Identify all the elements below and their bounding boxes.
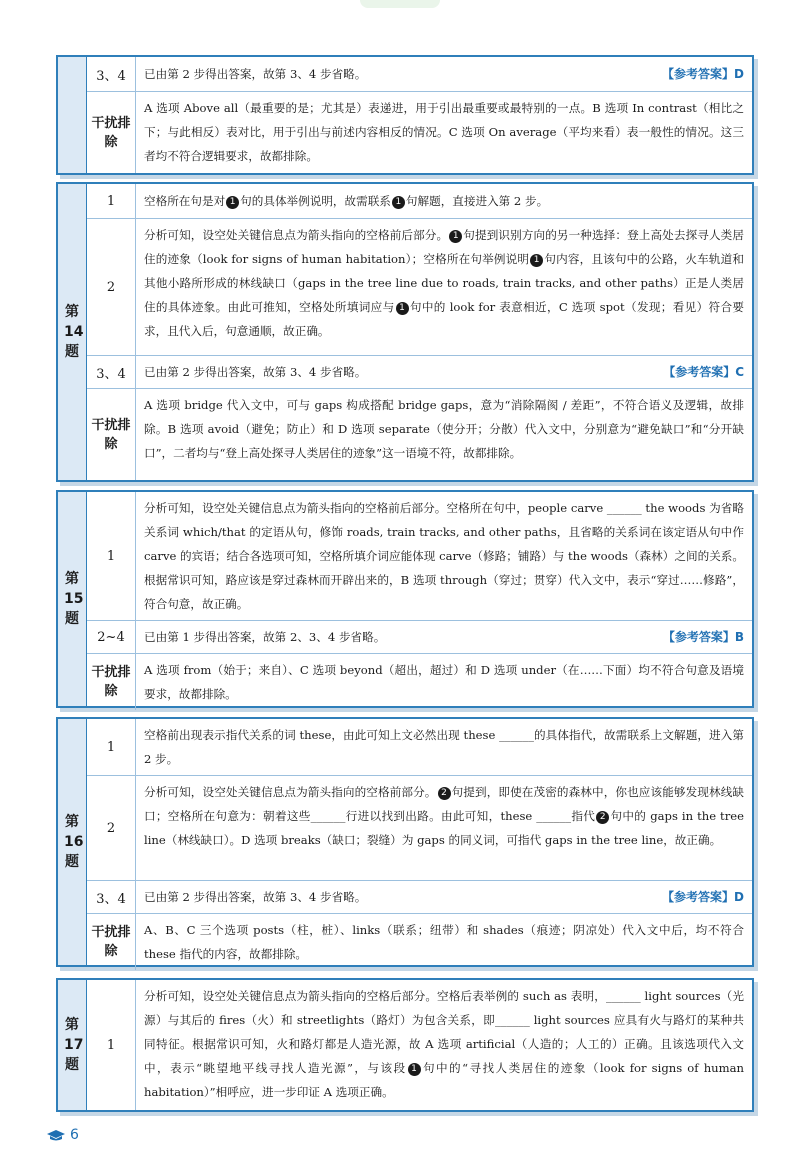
step-number: 1: [87, 492, 136, 620]
step-row: [87, 719, 752, 775]
question-13-block: [56, 55, 754, 175]
step-number: 3、4: [87, 57, 136, 91]
step-text: 已由第 2 步得出答案，故第 3、4 步省略。: [144, 890, 367, 904]
step-row: [87, 57, 752, 91]
step-text: 已由第 2 步得出答案，故第 3、4 步省略。: [144, 365, 367, 379]
step-number: 3、4: [87, 356, 136, 388]
question-17-block: [56, 978, 754, 1112]
answer-label: 【参考答案】B: [662, 630, 744, 644]
step-row: [87, 775, 752, 880]
step-text: 已由第 2 步得出答案，故第 3、4 步省略。: [144, 67, 367, 81]
question-label-column: [58, 980, 87, 1110]
step-text: 空格前出现表示指代关系的词 these，由此可知上文必然出现 these ______的具体指代，故需联系上文解题，进入第 2 步。: [144, 728, 744, 766]
step-row: [87, 218, 752, 355]
step-row: [87, 355, 752, 388]
sentence-marker: 2: [438, 787, 451, 800]
question-label: 第15题: [64, 571, 84, 627]
question-16-block: [56, 717, 754, 967]
question-label-column: [58, 492, 87, 706]
sentence-marker: 1: [449, 230, 462, 243]
book-icon: [46, 1128, 66, 1142]
sentence-marker: 1: [530, 254, 543, 267]
step-text: 分析可知，设空处关键信息点为箭头指向的空格前后部分。 1 句提到识别方向的另一种选择：登上高处去探寻人类居住的迹象（look for signs of human habitation）；空格所在句举例说明 1 句内容，且该句中的公路，火车轨道和其他小路所形成的林线缺口（gaps in the tree line due to roads, train tracks, and other paths）正是人类居住的具体迹象。由此可推知，空格处所填词应与 1 句中的 look for 表意相近，C 选项 spot（发现；看见）符合要求，且代入后，句意通顺，故正确。: [144, 228, 744, 338]
step-number: 3、4: [87, 881, 136, 913]
step-label: 干扰排除: [87, 389, 136, 480]
step-number: 1: [87, 719, 136, 775]
step-text: 已由第 1 步得出答案，故第 2、3、4 步省略。: [144, 630, 386, 644]
step-row: [87, 880, 752, 913]
question-label-column: [58, 57, 87, 173]
page-number: 6: [70, 1127, 79, 1143]
step-number: 1: [87, 184, 136, 218]
page-footer: [46, 1127, 79, 1143]
sentence-marker: 1: [226, 196, 239, 209]
step-text: A 选项 Above all（最重要的是；尤其是）表递进，用于引出最重要或最特别的一点。B 选项 In contrast（相比之下；与此相反）表对比，用于引出与前述内容相反的情况。C 选项 On average（平均来看）表一般性的情况。这三者均不符合逻辑要求，故都排除。: [144, 101, 744, 163]
distractor-row: [87, 653, 752, 710]
distractor-row: [87, 91, 752, 173]
distractor-row: [87, 388, 752, 480]
question-14-block: [56, 182, 754, 482]
step-text: A 选项 bridge 代入文中，可与 gaps 构成搭配 bridge gaps，意为“消除隔阂 / 差距”，不符合语义及逻辑，故排除。B 选项 avoid（避免；防止）和 D 选项 separate（使分开；分散）代入文中，分别意为“避免缺口”和“分开缺口”，二者均与“登上高处探寻人类居住的迹象”这一语境不符，故都排除。: [144, 398, 744, 460]
step-text: A、B、C 三个选项 posts（柱，桩）、links（联系；纽带）和 shades（痕迹；阴凉处）代入文中后，均不符合 these 指代的内容，故都排除。: [144, 923, 744, 961]
sentence-marker: 1: [392, 196, 405, 209]
step-label: 干扰排除: [87, 914, 136, 970]
step-text: 分析可知，设空处关键信息点为箭头指向的空格前部分。 2 句提到，即使在茂密的森林中，你也应该能够发现林线缺口；空格所在句意为：朝着这些______行进以找到出路。由此可知，these ______指代 2 句中的 gaps in the tree line（林线缺口）。D 选项 breaks（缺口；裂缝）为 gaps 的同义词，可指代 gaps in the tree line，故正确。: [144, 785, 744, 847]
top-decoration: [360, 0, 440, 8]
question-label: 第16题: [64, 814, 84, 870]
answer-label: 【参考答案】D: [662, 67, 744, 81]
sentence-marker: 2: [596, 811, 609, 824]
answer-label: 【参考答案】C: [663, 365, 744, 379]
step-row: [87, 620, 752, 653]
sentence-marker: 1: [408, 1063, 421, 1076]
step-number: 2: [87, 219, 136, 355]
step-label: 干扰排除: [87, 654, 136, 710]
step-text: 分析可知，设空处关键信息点为箭头指向的空格后部分。空格后表举例的 such as 表明，______ light sources（光源）与其后的 fires（火）和 streetlights（路灯）为包含关系，即______ light sources 应具有火与路灯的某种共同特征。根据常识可知，火和路灯都是人造光源，故 A 选项 artificial（人造的；人工的）正确。且该选项代入文中，表示“眺望地平线寻找人造光源”，与该段 1 句中的“寻找人类居住的迹象（look for signs of human habitation）”相呼应，进一步印证 A 选项正确。: [144, 989, 744, 1099]
question-label: 第14题: [64, 304, 84, 360]
step-number: 2~4: [87, 621, 136, 653]
step-text: A 选项 from（始于；来自）、C 选项 beyond（超出，超过）和 D 选项 under（在……下面）均不符合句意及语境要求，故都排除。: [144, 663, 744, 701]
question-label: 第17题: [64, 1017, 84, 1073]
step-row: [87, 492, 752, 620]
step-text: 分析可知，设空处关键信息点为箭头指向的空格前后部分。空格所在句中，people carve ______ the woods 为省略关系词 which/that 的定语从句，修饰 roads, train tracks, and other paths，且省略的关系词在该定语从句中作 carve 的宾语；结合各选项可知，空格所填介词应能体现 carve（修路；铺路）与 the woods（森林）之间的关系。根据常识可知，路应该是穿过森林而开辟出来的，B 选项 through（穿过；贯穿）代入文中，表示“穿过……修路”，符合句意，故正确。: [144, 501, 744, 611]
answer-label: 【参考答案】D: [662, 890, 744, 904]
sentence-marker: 1: [396, 302, 409, 315]
distractor-row: [87, 913, 752, 970]
step-number: 1: [87, 980, 136, 1110]
step-text: 空格所在句是对 1 句的具体举例说明，故需联系 1 句解题，直接进入第 2 步。: [144, 194, 549, 208]
question-label-column: [58, 719, 87, 965]
step-label: 干扰排除: [87, 92, 136, 173]
step-row: [87, 980, 752, 1110]
question-label-column: [58, 184, 87, 480]
step-number: 2: [87, 776, 136, 880]
step-row: [87, 184, 752, 218]
question-15-block: [56, 490, 754, 708]
